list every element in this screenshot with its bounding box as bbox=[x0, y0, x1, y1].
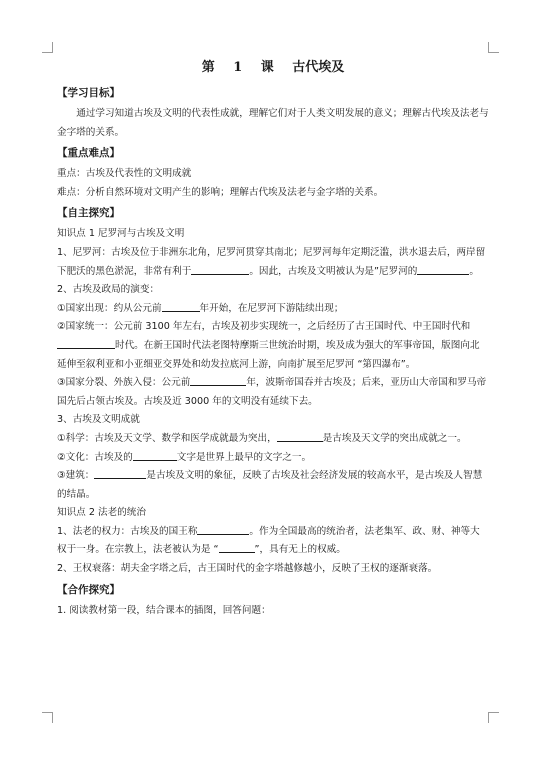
fill-blank[interactable] bbox=[162, 300, 200, 312]
section-heading-cooperation: 【合作探究】 bbox=[57, 583, 120, 596]
document-page bbox=[57, 58, 489, 620]
nile-paragraph bbox=[57, 244, 489, 281]
state-division bbox=[57, 374, 489, 411]
text: 。 bbox=[469, 265, 479, 277]
key-point: 重点：古埃及代表性的文明成就 bbox=[57, 168, 192, 180]
text: 是古埃及天文学的突出成就之一。 bbox=[322, 432, 467, 444]
text: 是古埃及文明的象征，反映了古埃及社会经济发展的较高水平，是古埃及人智慧的结晶。 bbox=[57, 470, 483, 500]
text: ①科学：古埃及天文学、数学和医学成就最为突出， bbox=[57, 432, 277, 444]
culture-paragraph bbox=[57, 449, 489, 468]
text: 时代。在新王国时代法老图特摩斯三世统治时期，埃及成为强大的军事帝国，版图向北延伸至叙利亚和小亚细亚交界处和幼发拉底河上游，向南扩展至尼罗河 “第四瀑布”。 bbox=[57, 339, 480, 370]
state-unification bbox=[57, 318, 489, 374]
corner-mark-bottom-right bbox=[488, 712, 499, 723]
text: 1、尼罗河：古埃及位于非洲东北角，尼罗河贯穿其南北；尼罗河每年定期泛滥，洪水退去后，两岸留下肥沃的黑色淤泥，非常有利于 bbox=[57, 246, 486, 277]
section-heading-key-points: 【重点难点】 bbox=[57, 147, 120, 160]
text: 。作为全国最高的统治者，法老集军、政、财、神等大权于一身。在宗教上，法老被认为是 “ bbox=[57, 525, 480, 556]
text: ②国家统一：公元前 3100 年左右，古埃及初步实现统一，之后经历了古王国时代、中王国时代和 bbox=[57, 321, 471, 333]
text: ③国家分裂、外族入侵：公元前 bbox=[57, 377, 191, 389]
fill-blank[interactable] bbox=[133, 449, 177, 461]
goals-paragraph: 通过学习知道古埃及文明的代表性成就，理解它们对于人类文明发展的意义；理解古代埃及法老与金字塔的关系。 bbox=[57, 108, 489, 138]
text: ①国家出现：约从公元前 bbox=[57, 302, 162, 314]
fill-blank[interactable] bbox=[191, 263, 249, 275]
knowledge-point-2-heading: 知识点 2 法老的统治 bbox=[57, 507, 146, 519]
section-heading-self-study: 【自主探究】 bbox=[57, 207, 120, 220]
corner-mark-bottom-left bbox=[42, 712, 53, 723]
text: 文字是世界上最早的文字之一。 bbox=[176, 451, 312, 463]
text: ”，具有无上的权威。 bbox=[254, 544, 346, 556]
text: 年开始，在尼罗河下游陆续出现； bbox=[199, 302, 344, 314]
fill-blank[interactable] bbox=[277, 430, 323, 442]
text: 年，波斯帝国吞并古埃及；后来，亚历山大帝国和罗马帝国先后占领古埃及。古埃及近 3000 年的文明没有延续下去。 bbox=[57, 377, 487, 407]
fill-blank[interactable] bbox=[94, 467, 146, 479]
text: 。因此，古埃及文明被认为是”尼罗河的 bbox=[249, 265, 418, 277]
state-emergence bbox=[57, 300, 489, 319]
science-paragraph bbox=[57, 430, 489, 449]
pharaoh-power bbox=[57, 523, 489, 560]
corner-mark-top-right bbox=[488, 42, 499, 53]
fill-blank[interactable] bbox=[190, 374, 246, 386]
difficult-point: 难点：分析自然环境对文明产生的影响；理解古代埃及法老与金字塔的关系。 bbox=[57, 186, 384, 198]
text: 1、法老的权力：古埃及的国王称 bbox=[57, 525, 198, 537]
architecture-paragraph bbox=[57, 467, 489, 504]
fill-blank[interactable] bbox=[417, 263, 469, 275]
cooperation-question-1: 1. 阅读教材第一段，结合课本的插图，回答问题： bbox=[57, 604, 271, 616]
fill-blank[interactable] bbox=[219, 541, 255, 553]
section-heading-goals: 【学习目标】 bbox=[57, 87, 120, 99]
royal-decline: 2、王权衰落：胡夫金字塔之后，古王国时代的金字塔越修越小，反映了王权的逐渐衰落。 bbox=[57, 563, 438, 575]
politics-heading: 2、古埃及政局的演变： bbox=[57, 284, 160, 296]
knowledge-point-1-heading: 知识点 1 尼罗河与古埃及文明 bbox=[57, 228, 185, 240]
text: ③建筑： bbox=[57, 470, 95, 482]
text: ②文化：古埃及的 bbox=[57, 451, 133, 463]
fill-blank[interactable] bbox=[57, 337, 115, 349]
corner-mark-top-left bbox=[42, 42, 53, 53]
page-title: 第 1 课 古代埃及 bbox=[201, 60, 345, 75]
achievements-heading: 3、古埃及文明成就 bbox=[57, 414, 140, 426]
fill-blank[interactable] bbox=[197, 523, 249, 535]
